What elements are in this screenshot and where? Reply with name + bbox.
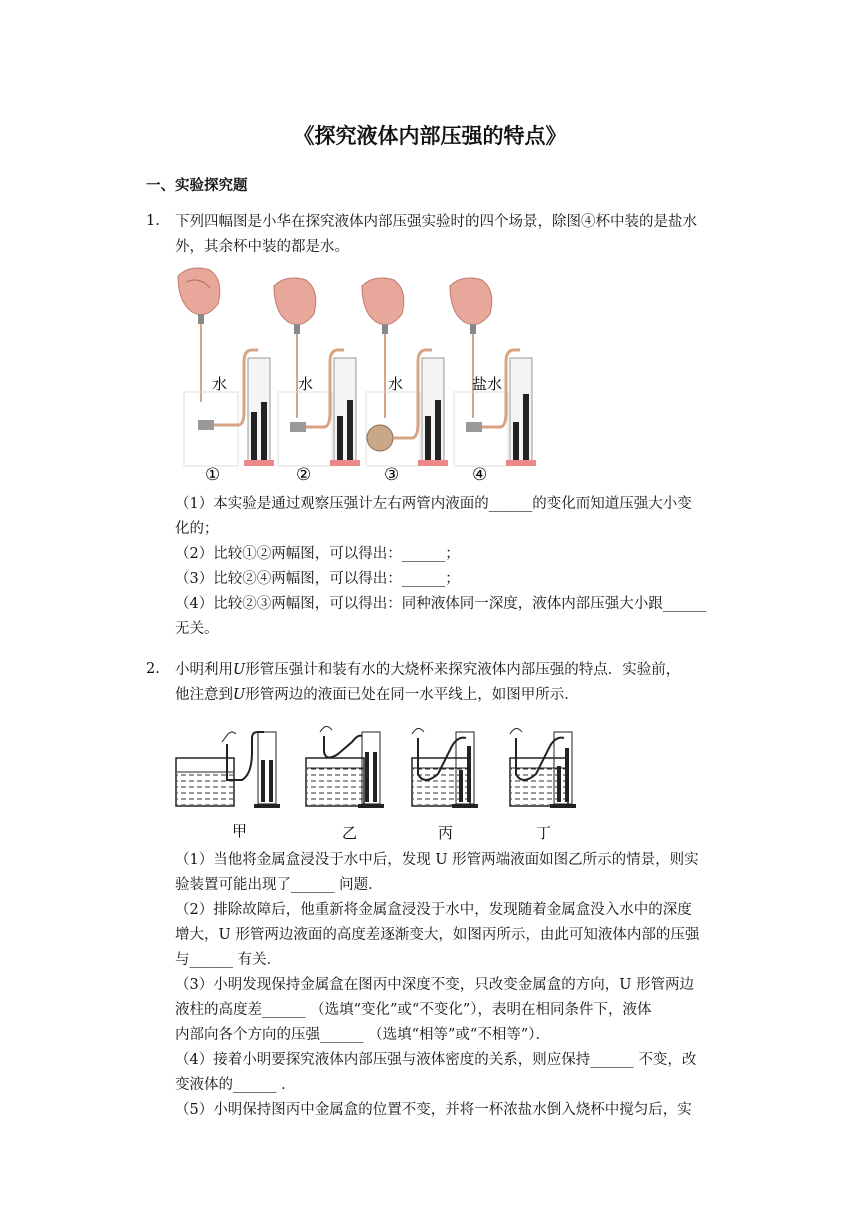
q1-item-4a: （4）比较②③两幅图，可以得出：同种液体同一深度，液体内部压强大小跟______	[175, 596, 707, 612]
q2-label-bing: 丙	[438, 824, 454, 842]
q1-number-3: ③	[384, 465, 400, 484]
question-1-figure	[172, 262, 577, 484]
q2-item-4a: （4）接着小明要探究液体内部压强与液体密度的关系，则应保持______ 不变，改	[175, 1052, 697, 1068]
q1-label-3: 水	[388, 375, 404, 393]
question-1-stem-line-2: 外，其余杯中装的都是水。	[175, 239, 349, 255]
q2-item-3c: 内部向各个方向的压强______ （选填“相等”或“不相等”）．	[175, 1027, 551, 1043]
question-1-number: 1.	[146, 213, 160, 229]
question-2-stem-line-1: 小明利用U形管压强计和装有水的大烧杯来探究液体内部压强的特点．实验前，	[175, 662, 681, 678]
q1-item-2: （2）比较①②两幅图，可以得出：______；	[175, 546, 460, 562]
q1-label-2: 水	[298, 375, 314, 393]
q1-item-4b: 无关。	[175, 621, 219, 637]
q2-item-2b: 增大，U 形管两边液面的高度差逐渐变大，如图丙所示，由此可知液体内部的压强	[175, 927, 700, 943]
q1-item-3: （3）比较②④两幅图，可以得出：______；	[175, 571, 460, 587]
q2-label-ding: 丁	[536, 824, 552, 842]
q1-number-2: ②	[296, 465, 312, 484]
q2-label-yi: 乙	[342, 824, 358, 842]
apparatus-jia	[176, 732, 280, 808]
q2-item-3b: 液柱的高度差______ （选填“变化”或“不变化”），表明在相同条件下，液体	[175, 1002, 652, 1018]
scene-4	[450, 278, 536, 466]
q2-item-5a: （5）小明保持图丙中金属盒的位置不变，并将一杯浓盐水倒入烧杯中搅匀后，实	[175, 1102, 692, 1118]
q1-label-4: 盐水	[472, 375, 503, 393]
q2-item-2a: （2）排除故障后，他重新将金属盒浸没于水中，发现随着金属盒没入水中的深度	[175, 902, 692, 918]
q2-item-4b: 变液体的______ ．	[175, 1077, 296, 1093]
scene-2	[274, 278, 360, 466]
page-title: 《探究液体内部压强的特点》	[293, 124, 567, 148]
question-1-stem-line-1: 下列四幅图是小华在探究液体内部压强实验时的四个场景，除图④杯中装的是盐水	[175, 214, 697, 230]
q1-number-4: ④	[472, 465, 488, 484]
q2-item-1b: 验装置可能出现了______ 问题．	[175, 877, 383, 893]
apparatus-yi	[306, 726, 384, 808]
apparatus-ding	[510, 728, 576, 808]
apparatus-bing	[412, 728, 478, 808]
q2-item-3a: （3）小明发现保持金属盒在图丙中深度不变，只改变金属盒的方向，U 形管两边	[175, 977, 695, 993]
q1-item-1b: 化的；	[175, 521, 219, 537]
q1-item-1a: （1）本实验是通过观察压强计左右两管内液面的______的变化而知道压强大小变	[175, 496, 692, 512]
q1-number-1: ①	[205, 465, 221, 484]
section-heading: 一、实验探究题	[146, 178, 248, 194]
question-2-figure	[172, 712, 582, 844]
q2-item-1a: （1）当他将金属盒浸没于水中后，发现 U 形管两端液面如图乙所示的情景，则实	[175, 852, 699, 868]
q1-label-1: 水	[212, 375, 228, 393]
question-2-number: 2.	[146, 661, 160, 677]
q2-item-2c: 与______ 有关．	[175, 952, 282, 968]
q2-label-jia: 甲	[232, 822, 248, 840]
scene-3	[362, 278, 448, 466]
question-2-stem-line-2: 他注意到U形管两边的液面已处在同一水平线上，如图甲所示．	[175, 687, 579, 703]
scene-1	[178, 268, 274, 466]
